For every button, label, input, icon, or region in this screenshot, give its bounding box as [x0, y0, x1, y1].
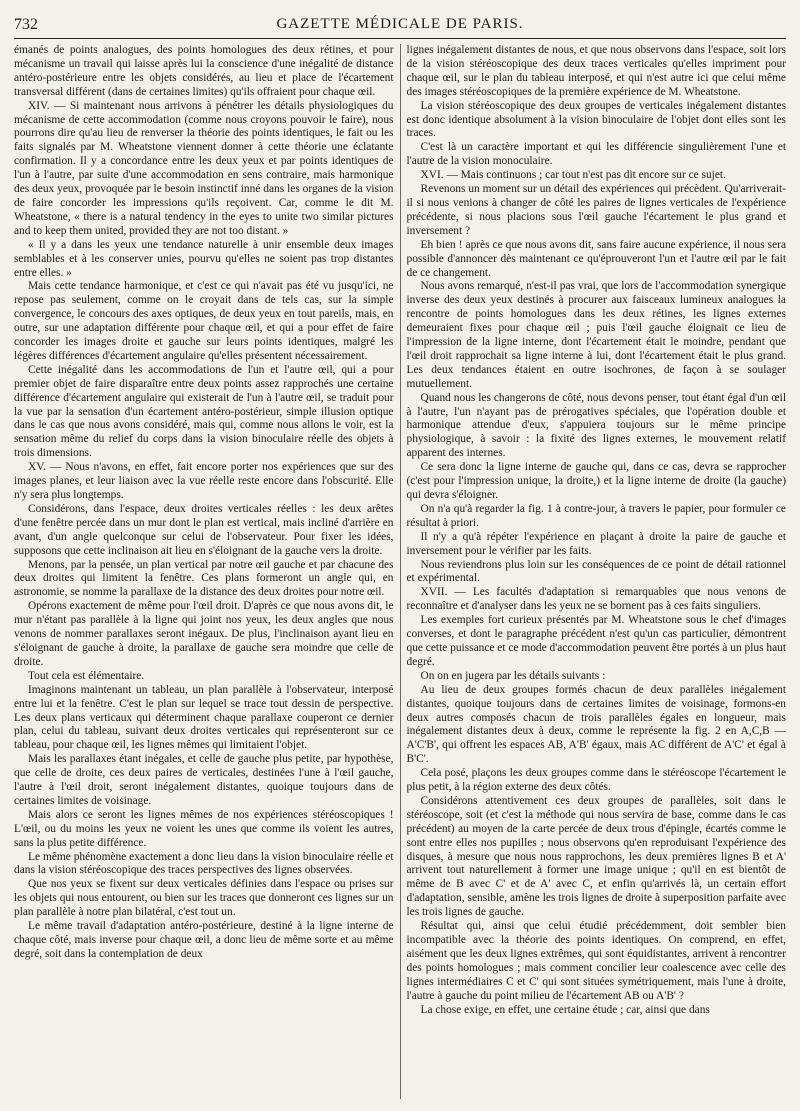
paragraph: Considérons, dans l'espace, deux droites verticales réelles : les deux arêtes d'une fenêtre percée dans un mur dont le plan est vertical, mais incliné d'arrière en avant, d'un angle quelconque sur celui de l'observateur. Pour fixer les idées, supposons que cette inclinaison ait lieu en s'éloignant de la gauche vers la droite.: [14, 502, 394, 557]
paragraph: Il n'y a qu'à répéter l'expérience en plaçant à droite la paire de gauche et inversement pour le vérifier par les faits.: [406, 530, 786, 557]
paragraph: Cela posé, plaçons les deux groupes comme dans le stéréoscope l'écartement le plus petit, à la région externe des deux côtés.: [406, 767, 786, 794]
paragraph: Mais alors ce seront les lignes mêmes de nos expériences stéréoscopiques ! L'œil, ou du moins les yeux ne voient les unes que comme ils voient les autres, sans la plus petite différence.: [14, 808, 394, 849]
paragraph: Résultat qui, ainsi que celui étudié précédemment, doit sembler bien incompatible avec la théorie des points identiques. On comprend, en effet, aisément que les deux lignes extrêmes, qui sont équidistantes, arrivent à rencontrer des points homologues ; mais comment concilier leur coalescence avec celle des lignes intermédiaires C et C' qui sont situées symétriquement, mais l'une à droite, l'autre à gauche du point milieu de l'écartement AB ou A'B' ?: [406, 920, 786, 1002]
paragraph: lignes inégalement distantes de nous, et que nous observons dans l'espace, soit lors de la vision stéréoscopique des deux traces verticales qu'elles impriment pour chaque œil, sur le plan du tableau interposé, et qui n'est autre ici que celui même des images stéréoscopiques de la première expérience de M. Wheatstone.: [406, 44, 786, 98]
right-column: [407, 44, 787, 1099]
paragraph: Le même travail d'adaptation antéro-postérieure, destiné à la ligne interne de chaque côté, mais inverse pour chaque œil, a donc lieu de même sorte et au même degré, soit dans la contemplation de deux: [14, 920, 394, 960]
page-header: [14, 14, 786, 39]
paragraph: Imaginons maintenant un tableau, un plan parallèle à l'observateur, interposé entre lui et la fenêtre. C'est le plan sur lequel se trace tout dessin de perspective. Les deux plans verticaux qui déterminent chaque parallaxe couperont ce dernier plan, celui du tableau, suivant deux droites verticales qui représenteront sur ce tableau, pour chaque œil, les lignes mêmes qui limitaient l'objet.: [14, 683, 394, 752]
paragraph: Quand nous les changerons de côté, nous devons penser, tout étant égal d'un œil à l'autre, l'un n'ayant pas de prérogatives spéciales, que l'opération double et harmonique attendue d'eux, s'appuiera toujours sur le même principe physiologique, à savoir : la fixité des lignes externes, le mouvement relatif apparent des internes.: [406, 391, 786, 460]
paragraph: Le même phénomène exactement a donc lieu dans la vision binoculaire réelle et dans la vision stéréoscopique des traces perspectives des lignes observées.: [14, 850, 394, 877]
paragraph: Menons, par la pensée, un plan vertical par notre œil gauche et par chacune des deux droites qui limitent la fenêtre. Ces plans formeront un angle qui, en astronomie, se nomme la parallaxe de la distance des deux droites pour notre œil.: [14, 558, 394, 599]
left-column: [14, 44, 394, 1099]
paragraph: Cette inégalité dans les accommodations de l'un et l'autre œil, qui a pour premier objet de faire disparaître entre deux points assez rapprochés une certaine différence d'écartement angulaire qui existerait de l'un à l'autre œil, se traduit pour la vue par la sensation d'un écartement antéro-postérieur, simple illusion optique dans le cas que nous avons considéré, mais qui, comme nous allons le voir, est la sensation même du relief du corps dans la vision binoculaire réelle des objets à trois dimensions.: [14, 363, 394, 460]
paragraph: Mais les parallaxes étant inégales, et celle de gauche plus petite, par hypothèse, que celle de droite, ces deux paires de verticales, destinées l'une à l'œil gauche, l'autre à l'œil droit, seront inégalement distantes, quoique toujours dans de certaines limites de voisinage.: [14, 753, 394, 807]
paragraph: Mais cette tendance harmonique, et c'est ce qui n'avait pas été vu jusqu'ici, ne repose pas seulement, comme on le croyait dans de tels cas, sur la simple convergence, le concours des axes optiques, de deux yeux en tout pareils, mais, en outre, sur une adaptation différente pour chaque œil, et qui a pour effet de faire concorder les images droite et gauche sur leurs points identiques, malgré les légères différences d'écartement angulaire qu'elles présentent nécessairement.: [14, 280, 394, 362]
paragraph: Revenons un moment sur un détail des expériences qui précèdent. Qu'arriverait-il si nous venions à changer de côté les paires de lignes verticales de l'expérience précédente, si nous placions sous l'œil gauche l'écartement le plus grand et inversement ?: [406, 183, 786, 237]
column-divider: [400, 44, 401, 1099]
paragraph: Que nos yeux se fixent sur deux verticales définies dans l'espace ou prises sur les objets qui nous entourent, ou bien sur les traces que donneront ces lignes sur un plan parallèle à notre plan bilatéral, c'est tout un.: [14, 878, 394, 919]
paragraph: émanés de points analogues, des points homologues des deux rétines, et pour mécanisme un travail qui laisse après lui la conscience d'une inégalité de distance antéro-postérieure entre les objets considérés, au lieu et place de l'écartement transversal différent (dans de certaines limites) qu'ils offraient pour chaque œil.: [14, 44, 394, 98]
paragraph: « Il y a dans les yeux une tendance naturelle à unir ensemble deux images semblables et à les conserver unies, pourvu qu'elles ne soient pas trop distantes entre elles. »: [14, 238, 394, 279]
paragraph: XVI. — Mais continuons ; car tout n'est pas dit encore sur ce sujet.: [420, 169, 726, 182]
journal-title: GAZETTE MÉDICALE DE PARIS.: [276, 16, 524, 32]
paragraph: Les exemples fort curieux présentés par M. Wheatstone sous le chef d'images converses, et dont le paragraphe précédent n'est qu'un cas particulier, démontrent que cette puissance et ce mode d'accommodation peuvent être portés à un plus haut degré.: [406, 614, 786, 668]
paragraph: On n'a qu'à regarder la fig. 1 à contre-jour, à travers le papier, pour formuler ce résultat à priori.: [406, 502, 786, 529]
paragraph: Nous reviendrons plus loin sur les conséquences de ce point de détail rationnel et expérimental.: [406, 558, 786, 585]
paragraph: On on en jugera par les détails suivants :: [420, 669, 606, 682]
page-number: 732: [14, 16, 38, 33]
paragraph: XIV. — Si maintenant nous arrivons à pénétrer les détails physiologiques du mécanisme de cette accommodation (comme nous croyons pouvoir le faire), nous pourrons dire qu'au lieu de renverser la théorie des points identiques, le fait ou les faits signalés par M. Wheatstone viennent donner à cette théorie une éclatante confirmation. Il y a concordance entre les deux yeux et par points identiques de l'un à l'autre, par suite d'une accommodation en sens contraire, mais harmonique des deux yeux, provoquée par le besoin instinctif inné dans les organes de la vision de faire concorder les impressions qu'ils reçoivent. Car, comme le dit M. Wheatstone, « there is a natural tendency in the eyes to unite two similar pictures and to keep them united, provided they are not too distant. »: [14, 99, 394, 237]
paragraph: Ce sera donc la ligne interne de gauche qui, dans ce cas, devra se rapprocher (c'est pour l'impression unique, la droite,) et la ligne interne de droite (la gauche) qui devra s'éloigner.: [406, 461, 786, 501]
paragraph: Tout cela est élémentaire.: [28, 669, 145, 682]
paragraph: C'est là un caractère important et qui les différencie singulièrement l'une et l'autre de la vision monoculaire.: [406, 141, 786, 168]
paragraph: Considérons attentivement ces deux groupes de parallèles, soit dans le stéréoscope, soit (et c'est la méthode qui nous servira de base, comme dans le cas précédent) au moyen de la carte percée de deux trous d'épingle, écartés comme le sont entre elles nos pupilles ; nous observons qu'en reproduisant l'expérience des disques, à mesure que nous nous rapprochons, les deux premières lignes B et A' arrivent tout naturellement à former une image unique ; qu'il en est bientôt de même de B avec C' et de A' avec C, et enfin qu'arrivés là, un certain effort d'adaptation, sensible, amène les trois lignes de droite à superposition parfaite avec les trois lignes de gauche.: [406, 794, 786, 919]
paragraph: XVII. — Les facultés d'adaptation si remarquables que nous venons de reconnaître et d'analyser dans les yeux ne se bornent pas à ces faits singuliers.: [406, 586, 786, 613]
paragraph: La chose exige, en effet, une certaine étude ; car, ainsi que dans: [420, 1003, 710, 1016]
paragraph: Opérons exactement de même pour l'œil droit. D'après ce que nous avons dit, le mur n'étant pas parallèle à la ligne qui joint nos yeux, les deux angles que nous venons de nommer parallaxes seront inégaux. De plus, l'inclinaison ayant lieu en s'éloignant de gauche à droite, la parallaxe de gauche sera moindre que celle de droite.: [14, 600, 394, 668]
article-body: [14, 44, 786, 1099]
paragraph: Au lieu de deux groupes formés chacun de deux parallèles inégalement distantes, quoique toujours dans de certaines limites de voisinage, formons-en deux autres composés chacun de trois parallèles égales en longueur, mais inégalement distantes deux à deux, comme le représente la fig. 2 en A,C,B — A'C'B', qui offrent les espaces AB, A'B' égaux, mais AC différent de A'C' et égal à B'C'.: [406, 683, 786, 766]
paragraph: Eh bien ! après ce que nous avons dit, sans faire aucune expérience, il nous sera possible d'annoncer dès maintenant ce qu'éprouveront l'un et l'autre œil par le fait de ce changement.: [406, 238, 786, 279]
paragraph: XV. — Nous n'avons, en effet, fait encore porter nos expériences que sur des images planes, et leur liaison avec la vue réelle reste encore dans l'obscurité. Elle n'y sera plus longtemps.: [14, 461, 394, 501]
paragraph: La vision stéréoscopique des deux groupes de verticales inégalement distantes est donc identique absolument à la vision binoculaire de l'objet dont elles sont les traces.: [406, 99, 786, 140]
paragraph: Nous avons remarqué, n'est-il pas vrai, que lors de l'accommodation synergique inverse des deux yeux destinés à procurer aux faisceaux lumineux analogues la rencontre de points homologues dans les deux rétines, les lignes externes demeuraient fixes pour chaque œil ; puis l'œil gauche éloignait ce lieu de l'impression de la ligne interne, dont l'écartement était le moindre, pendant que l'œil droit rapprochait sa ligne interne à lui, dont l'écartement était le plus grand. Les deux tendances étaient en outre isochrones, de façon à se soulager mutuellement.: [406, 280, 786, 390]
